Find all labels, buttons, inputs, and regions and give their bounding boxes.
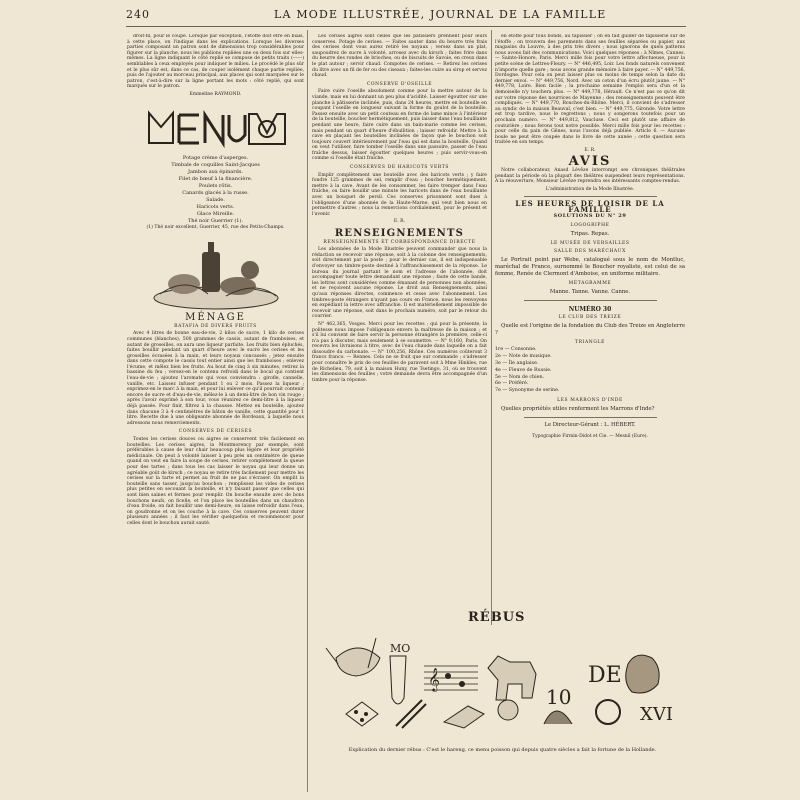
answers-text: N° 462,365, Vosges. Merci pour les recettes ; qui pour la présente, la politesse nous impose l'obligeance envers la maîtresse de la maison ; et s'il lui convient de faire servir la personne étrangère la première, celle-ci n'a pas à discuter, mais seulement à se soumettre. — N° 9,160, Paris. On recevra les livraisons à titre, avec de l'eau chaude dans laquelle on a fait dissoudre du carbonate. — N° 100,256, Rhône. Ces numéros coûteront 3 francs franco. — Rennes. Cela ne se fruit que sur commande ; s'adresser pour connaître le prix de ces feuilles de paravent soit à Mme Hinkles, rue de Richelieu, 79, soit à la maison Huny, rue Tsetingo, 31, où se trouvent les dimensions des feuilles ; votre demande devra être accompagnée d'un timbre pour la réponse. — [312, 321, 487, 383]
menu-item: Potage crème d'asperges. — [182, 154, 249, 161]
director-signature: Le Directeur-Gérant : L. HÉBERT. — [544, 421, 636, 428]
marrons-question: Quelles propriétés utiles renferment les Marrons d'Inde? — [501, 405, 655, 412]
page-header — [126, 8, 686, 28]
signature: E. R. — [584, 147, 596, 153]
renseignements-subheading: RENSEIGNEMENTS ET CORRESPONDANCE DIRECTE — [323, 239, 476, 245]
triangle-item: 5e — Nom de chien. — [495, 374, 545, 380]
rebus-heading: RÉBUS — [468, 610, 526, 625]
triangle-list — [495, 347, 685, 395]
ratafia-text: Avec 4 litres de bonne eau-de-vie, 2 kilos de sucre, 1 kilo de cerises communes (blanches), 500 grammes de cassis, autant de framboises, et autant de groseilles, on aura une liqueur parfaite. Les fruits bien épluchés, faites bouillir pendant un quart d'heure avec le sucre les cerises et les groseilles écrasées à la main, et leurs noyaux concassés ; jetez ensuite dans cette compote le cassis tout entier ainsi que les framboises ; enlevez l'écume, et mêlez bien les fruits. Au bout de cinq à six minutes, retirez la bassine du feu ; versez-en le contenu refroidi dans le bocal qui contient l'eau-de-vie ; ajoutez l'aromate qui vous conviendra : girofle, cannelle, vanille, etc. Laissez infuser pendant 1 ou 2 mois. Passez la liqueur ; exprimez-en le marc à la main, et pour lui enlever ce qu'il pourrait contenir encore de sucre et d'eau-de-vie, mêlez-le à un demi-litre de bon vin rouge ; après l'avoir exprimé à son tour, vous réunirez ce demi-litre à la liqueur déjà passée. Pour finir, filtrez à la chausse. Mettez en bouteille, ajoutez dans chacune 3 à 4 centimètres de bâton de vanille, cette quantité pour 1 litre. Recette due à une obligeante abonnée de Bordeaux, à laquelle nous adressons nous remerciements. — [127, 331, 304, 426]
rebus-mo: MO — [390, 642, 411, 655]
cherry-recipes: Les cerises aigres sont celles que les pâtissiers prennent pour leurs conserves. Potage de cerises. — Faites sauter dans du beurre très frais des cerises dont vous aurez retiré les noyaux ; versez dans un plat, saupoudrez de sucre à volonté, arrosez avec du kirsch ; faites frire dans du beurre des rondes de brioches, ou de biscuits de Savoie, en creux dans le plat autour ; servir chaud. Compotes de cerises. — Retirez les cerises du litre avec un fil de fer ou des ciseaux ; faites-les cuire au sirop et servez chaud. — [312, 34, 487, 79]
logogriphe-heading: LOGOGRIPHE — [570, 223, 610, 229]
renseignements-text: Les abonnées de la Mode Illustrée peuvent commander que nous la rédaction se recevoir une réponse, soit à la colonne des renseignements, soit directement par la poste ; pour le dernier cas, il est indispensable d'envoyer un timbre-poste destiné à l'affranchissement de la réponse. Le bureau du journal partant le nom et l'adresse de l'abonnée, doit accompagner toute lettre demandant une réponse ; faute de cette bande, les lettres sont considérées comme émanant de personnes non abonnées, et ne reçoivent aucune réponse. Le droit aux Renseignements, ainsi qu'aux réponses directes, commence et cesse avec l'abonnement. Les timbres-poste étrangers n'ayant pas cours en France, nous les renvoyons en expédiant la lettre avec affranchie. Il est matériellement impossible de recevoir une réponse, soit dans le prochain numéro, soit par le retour du courrier. — [312, 247, 487, 320]
numero-heading: NUMÉRO 30 — [568, 305, 612, 313]
triangle-item: 7e — Synonyme de serine. — [495, 388, 560, 394]
menu-item: Canards glacés à la russe. — [182, 189, 249, 196]
cerises-heading: CONSERVES DE CERISES — [178, 429, 253, 435]
column-divider — [491, 30, 492, 625]
metagramme-heading: MÉTAGRAMME — [568, 281, 612, 286]
triangle-heading: TRIANGLE — [574, 339, 606, 345]
triangle-item: 6e — Préféré. — [495, 381, 529, 387]
oseille-text: Faire cuire l'oseille absolument comme pour la mettre autour de la viande, mais en lui donnant un peu plus d'acidité. Laisser égoutter sur une planche à pâtisserie inclinée, puis, dans 24 heures, mettre en bouteille en coupant l'oseille en longueur suivant la forme du goulot de la bouteille. Passez ensuite avec un petit couteau en forme de lame mince à l'intérieur de la bouteille, boucher hermétiquement, puis laisser dans l'eau bouillante pendant une heure, faire cuire dans un bain-marie comme les cerises, mais pendant un quart d'heure d'ébullition ; laisser refroidir. Mettre à la cave en plaçant les bouteilles inclinées de façon que le bouchon soit toujours couvert intérieurement par l'eau qui est dans la bouteille. Quand on veut l'utiliser, faire tomber l'oseille dans une passoire, passer de l'eau fraîche dessus, laisser égoutter quelques heures ; puis servir-vous-en comme si l'oseille était fraîche. — [312, 89, 487, 162]
menu-list — [127, 155, 304, 225]
author-signature: Emmeline RAYMOND. — [189, 91, 242, 97]
answers-continued: en étoffé pour tous bonds, au tapissier ; on en fait guider de tapisserie sur de l'étoffe ; on trouvera des parements dans ses feuilles séparées ou papier, aux magasins du Louvre, à des prix très divers ; nous ignorons de quels patterns nous avons fait des communications. Voici quelques réponses : à Nîmes, Cannes. — Sainte-Honore, Paris. Merci mille fois pour votre lettre affectueuse, pour la petite scène de Lettres-Fleury. — N° 446,495, Loir. Les fonds naturels convenent n'importe quelle gare ; nous avons grande mémoire à faire payer. — N° 449,756, Dordogne. Pour cela on peut laisser plus ou moins de temps selon la date du dernier envoi. — N° 449,756, Nord. Avec un coton d'un écru plutôt jaune. — N° 449,778, Loire. Bien facile ; la prochaine semaine l'emploi sera d'un et la demoiselle n'y touchera plus. — N° 449,778, Hérault. Ce n'est pas ce qu'on dit sur votre réponse des nourrices de Mayenne ; des renseignements peuvent être compliqués. — N° 449,770, Bouches-du-Rhône. Merci, il convient de s'adresser au syndic de la maison Beauval, c'est bien. — N° 449,775, Gironde. Votre lettre est trop tardive, nous le regrettons ; nous y songerons toutefois pour un prochain numéro. — N° 449,812, Vaucluse. Ceci est plutôt une affaire de couturière ; nous ferons tout notre possible. Merci mille fois pour les recettes : pour celle du pain de Gênes, nous l'avons déjà publiée. Article 6. — Aucune boule ne peut être coupée dans le livre de cette année ; cette question sera traitée en son temps. — [495, 34, 685, 146]
oseille-heading: CONSERVE D'OSEILLE — [366, 81, 433, 87]
rebus-image — [318, 628, 686, 738]
cerises-text: Toutes les cerises douces ou aigres se conservent très facilement en bouteilles. Les cerises aigres, la Montmorency par exemple, sont préférables à cause de leur chair beaucoup plus légère et leur propriété médicinale. On peut à volonté laisser à peu près un centimètre de queue quand on veut en faire la soupe de cerises, retirer complètement la queue pour des tartes ; dans tous les cas laisser le noyau qui leur donne un agréable goût de kirsch ; ce noyau se retire très facilement pour mettre les cerises sur la tarte et permet au fruit de ne pas s'écraser. On emplit la bouteille sans tasser, jusqu'au bouchon ; remplissez les vides de cerises plus petites en secouant la bouteille, et n'y faisant passer que celles qui sont bien saines et fermes pour remplir. On bouche ensuite avec de bons bouchons neufs, on ficelle, et l'on place les bouteilles dans un chaudron d'eau froide, on fait bouillir une demi-heure, on laisse refroidir dans l'eau, on goudronne et on les couche à la cave. Ces conserves peuvent durer plusieurs années ; il faut les vérifier quelquefois et recommencer pour celles dont le bouchon aurait sauté. — [127, 437, 304, 526]
section-rule — [524, 300, 657, 301]
haricots-heading: CONSERVES DE HARICOTS VERTS — [349, 165, 450, 171]
menu-item: Poulets rôtis. — [198, 182, 233, 189]
menu-item: Haricots verts. — [196, 203, 235, 210]
rebus-roman: XVI — [640, 704, 673, 725]
column-left — [127, 34, 304, 794]
club-question: Quelle est l'origine de la fondation du Club des Treize en Angleterre ? — [495, 322, 685, 336]
loisir-heading: LES HEURES DE LOISIR DE LA FAMILLE — [515, 199, 665, 215]
printer-line: Typographie Firmin-Didot et Cie. — Mesnil (Eure). — [532, 433, 648, 439]
header-rule — [126, 26, 686, 27]
menage-heading: MÉNAGE — [185, 312, 246, 324]
administration-signature: L'administration de la Mode Illustrée. — [545, 186, 635, 192]
tea-note: (1) Thé noir excellent, Guerrier, 45, rue des Petits-Champs. — [146, 224, 285, 230]
salle-heading: SALLE DES MARÉCHAUX — [554, 249, 626, 255]
triangle-item: 1re — Consonne. — [495, 347, 537, 353]
triangle-item: 2e — Note de musique. — [495, 354, 552, 360]
avis-heading: AVIS — [568, 154, 612, 170]
club-heading: LE CLUB DES TREIZE — [558, 315, 622, 321]
portrait-answer: Le Portrait peint par Webe, catalogué sous le nom de Montluc, maréchal de France, surnommé le Boucher royaliste, est celui de sa femme, Renée de Clermont d'Amboise, en uniforme militaire. — [495, 257, 685, 277]
menu-item: Timbale de coquilles Saint-Jacques — [171, 161, 260, 168]
svg-text:𝄞: 𝄞 — [428, 667, 440, 691]
renseignements-heading: RENSEIGNEMENTS — [334, 228, 465, 239]
journal-title: LA MODE ILLUSTRÉE, JOURNAL DE LA FAMILLE — [274, 8, 607, 21]
section-rule — [524, 417, 657, 418]
marrons-heading: LES MARRONS D'INDE — [557, 397, 623, 403]
metagramme-answer: Manne. Tanne. Vanne. Canne. — [549, 288, 631, 295]
column-divider — [307, 30, 308, 792]
section-rule — [524, 196, 657, 197]
signature: E. R. — [393, 219, 406, 225]
menu-item: Glace Mireille. — [196, 210, 235, 217]
still-life-engraving — [146, 236, 286, 312]
menu-item: Thé noir Guerrier (1). — [187, 217, 244, 224]
rebus-de: DE — [588, 663, 622, 688]
menu-de-la-mode-logo — [135, 104, 296, 152]
column-middle — [312, 34, 487, 624]
intro-text: droit-fil, pour le coupe. Lorsque par exception, l'étoffe doit être en biais, à cette place, on l'indique dans les explications. Lorsque les diverses parties composant un patron sont de dimensions trop considérables pour figurer sur la planche, nous les publions repliées une ou deux fois sur elles-mêmes. La ligne indiquant le côté replié se compose de petits traits (------) semblables à ceux employés pour indiquer le milieu. Le procédé le plus sûr et le plus sûr est, dans ce cas, de couper isolément chaque partie repliée, puis de l'ajouter au morceau principal, aux places qui sont marquées sur le patron, c'est-à-dire sur la ligne portant les mots : côté replié, qui sont marqués sur le patron. — [127, 34, 304, 90]
column-right — [495, 34, 685, 624]
triangle-item: 4e — Fleuve de Russie. — [495, 367, 552, 373]
logogriphe-answer: Tripas. Repas. — [570, 230, 610, 237]
menu-item: Filet de bœuf à la financière. — [178, 175, 253, 182]
page-number: 240 — [126, 8, 150, 21]
menu-item: Salade. — [206, 196, 225, 203]
rebus-caption: Explication du dernier rébus : C'est le hareng, ce menu poisson qui depuis quatre siècles a fait la fortune de la Hollande. — [348, 747, 657, 753]
solutions-heading: SOLUTIONS DU N° 29 — [553, 212, 627, 219]
versailles-heading: LE MUSÉE DE VERSAILLES — [550, 240, 630, 246]
haricots-text: Emplir complètement une bouteille avec des haricots verts ; y faire fondre 125 grammes de sel, remplir d'eau ; boucher hermétiquement, mettre à la cave. Avant de les consommer, les faire tremper dans l'eau fraîche, ou faire bouillir une minute les haricots dans de l'eau bouillante avec un bouquet de persil. Ces conserves prisonnent sont dues à l'obligeance d'une abonnée de la Haute-Marne, qui veut bien nous en permettre d'autres ; nous la remercions cordialement, pour le présent et l'avenir. — [312, 172, 487, 217]
rebus-ten: 10 — [546, 685, 572, 709]
avis-text: Notre collaborateur, Anasd Lévêze interrompt ses chroniques théâtrales pendant la période où la plupart des théâtres suspendent leurs représentations. A la réouverture, Monsieur Lévêze reprendra ses intéressants comptes-rendus. — [495, 168, 685, 185]
menu-item: Jambon aux épinards. — [187, 168, 244, 175]
ratafia-heading: RATAFIA DE DIVERS FRUITS — [174, 323, 257, 329]
triangle-item: 3e — Île anglaise. — [495, 360, 539, 366]
